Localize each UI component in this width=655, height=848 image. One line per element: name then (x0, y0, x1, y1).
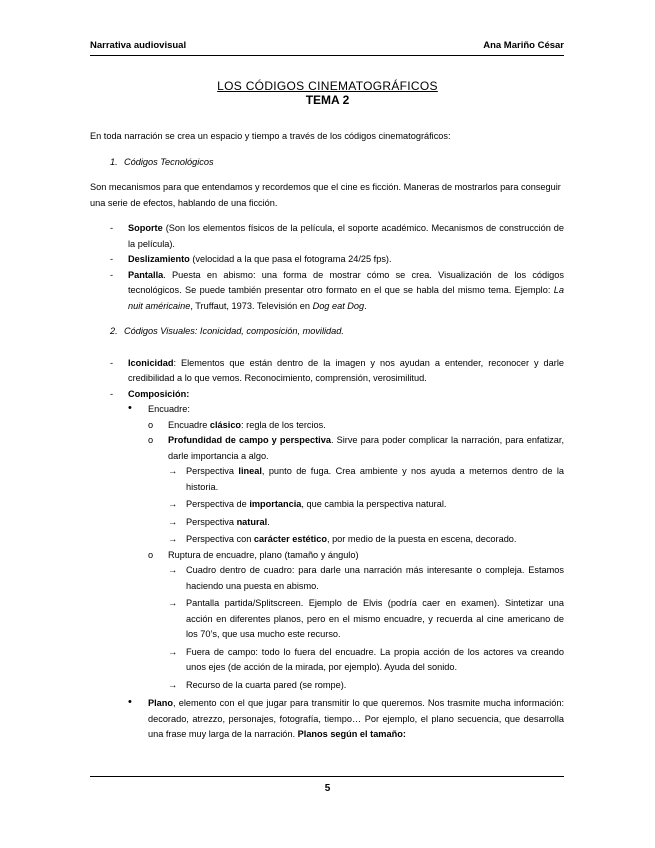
dash-marker: - (110, 269, 114, 280)
header-course: Narrativa audiovisual (90, 40, 187, 51)
definition: (velocidad a la que pasa el fotograma 24/25 fps). (189, 254, 392, 264)
term: natural (236, 516, 268, 527)
list-item (90, 678, 564, 694)
list-item (90, 696, 564, 743)
term: Iconicidad (128, 357, 174, 368)
definition: . Puesta en abismo: una forma de mostrar cómo se crea. Visualización de los códigos tecnológicos. Se puede también presentar otro formato en el que se habla del mismo tema. Ejemplo: (128, 269, 564, 295)
dash-marker: - (110, 388, 114, 399)
arrow-icon: → (168, 534, 178, 544)
list-item (90, 532, 564, 548)
intro-paragraph: En toda narración se crea un espacio y tiempo a través de los códigos cinematográficos: (90, 131, 451, 141)
list-item (90, 356, 564, 387)
colon: : (402, 729, 406, 739)
list-item (90, 515, 564, 531)
footer-rule (90, 776, 564, 777)
colon: : (186, 388, 190, 399)
text: , punto de fuga. Crea ambiente y nos ayuda a meternos dentro de la historia. (186, 466, 564, 492)
list-item (90, 464, 564, 495)
term: lineal (238, 466, 262, 476)
page-header (90, 40, 564, 54)
term: Planos según el tamaño (297, 729, 403, 739)
bullet-marker: • (128, 696, 132, 708)
term: clásico (209, 419, 242, 430)
arrow-icon: → (168, 646, 178, 657)
text: Fuera de campo: todo lo fuera del encuadre. La propia acción de los actores va creando unos ejes (de acción de la mirada, por ejemplo). Ayuda del sonido. (186, 646, 564, 672)
section-number: 2. (110, 326, 118, 336)
term: Pantalla (128, 269, 164, 280)
list-item (90, 268, 564, 315)
bullet-marker: • (128, 402, 132, 414)
dash-marker: - (110, 223, 114, 233)
film-title: La nuit américaine (128, 285, 564, 311)
label: Encuadre: (148, 404, 190, 414)
document-body (90, 129, 564, 743)
list-item (90, 387, 564, 403)
text: , que cambia la perspectiva natural. (301, 499, 447, 509)
text: Encuadre (168, 419, 210, 430)
definition: : Elementos que están dentro de la imagen y nos ayudan a entender, reconocer y darle credibilidad a lo que vemos. Reconocimiento, comprensión, verosimilitud. (128, 357, 564, 383)
list-item (90, 563, 564, 594)
term: importancia (249, 499, 302, 509)
header-author: Ana Mariño César (483, 40, 564, 51)
document-title: LOS CÓDIGOS CINEMATOGRÁFICOS (217, 79, 438, 93)
section-label: Códigos Tecnológicos (124, 156, 214, 167)
list-item (90, 221, 564, 252)
text: Perspectiva con (186, 534, 254, 544)
text: . Sirve para poder complicar la narración, para enfatizar, darle importancia a algo. (168, 435, 564, 461)
text: Perspectiva (186, 516, 237, 527)
text: , elemento con el que jugar para transmitir lo que queremos. Nos trasmite mucha información: decorado, atrezzo, personajes, fotografía, tiempo… Por ejemplo, el plano secuencia, que desarrolla una frase muy larga de la narración. (148, 698, 564, 739)
circle-marker: o (148, 419, 154, 430)
label: Ruptura de encuadre, plano (tamaño y ángulo) (168, 549, 359, 560)
section-2-heading (90, 324, 564, 340)
term: Plano (148, 698, 174, 708)
term: Profundidad de campo y perspectiva (168, 435, 331, 445)
section-1-heading (90, 155, 564, 171)
definition-cont: , Truffaut, 1973. Televisión en (190, 300, 313, 311)
definition: (Son los elementos físicos de la película, el soporte académico. Mecanismos de construcción de la película). (128, 223, 564, 249)
list-item (90, 497, 564, 513)
show-title: Dog eat Dog (312, 300, 365, 311)
term: carácter estético (253, 534, 327, 544)
text: : regla de los tercios. (241, 419, 326, 430)
document-subtitle: TEMA 2 (305, 93, 350, 107)
arrow-icon: → (168, 565, 178, 575)
circle-marker: o (148, 549, 154, 560)
dash-marker: - (110, 254, 114, 264)
page-number: 5 (324, 783, 331, 794)
arrow-icon: → (168, 679, 178, 690)
term: Soporte (128, 223, 163, 233)
text: Perspectiva de (186, 499, 250, 509)
header-rule (90, 55, 564, 56)
circle-marker: o (148, 435, 154, 445)
section-number: 1. (110, 156, 118, 167)
list-item (90, 645, 564, 676)
list-item (90, 433, 564, 464)
period: . (364, 300, 367, 311)
text: . (267, 516, 270, 527)
arrow-icon: → (168, 516, 178, 527)
paragraph-1: Son mecanismos para que entendamos y recordemos que el cine es ficción. Maneras de mostrarlos para conseguir una serie de efectos, hablando de una ficción. (90, 182, 561, 208)
list-item (90, 596, 564, 643)
term: Composición (128, 388, 187, 399)
text: Recurso de la cuarta pared (se rompe). (186, 679, 347, 690)
list-item (90, 418, 564, 434)
section-label: Códigos Visuales: Iconicidad, composición, movilidad. (124, 326, 344, 336)
arrow-icon: → (168, 499, 178, 509)
list-item (90, 402, 564, 418)
text: Perspectiva (186, 466, 239, 476)
arrow-icon: → (168, 598, 178, 608)
arrow-icon: → (168, 466, 178, 476)
text: Pantalla partida/Splitscreen. Ejemplo de Elvis (podría caer en examen). Sintetizar una acción en diferentes planos, pero en el mismo encuadre, y recuerda al cine americano de los 70’s, que usa mucho este recurso. (186, 598, 564, 639)
list-item (90, 252, 564, 268)
list-item (90, 548, 564, 564)
text: , por medio de la puesta en escena, decorado. (326, 534, 517, 544)
dash-marker: - (110, 357, 114, 368)
term: Deslizamiento (128, 254, 190, 264)
text: Cuadro dentro de cuadro: para darle una narración más interesante o compleja. Estamos haciendo una puesta en abismo. (186, 565, 564, 591)
